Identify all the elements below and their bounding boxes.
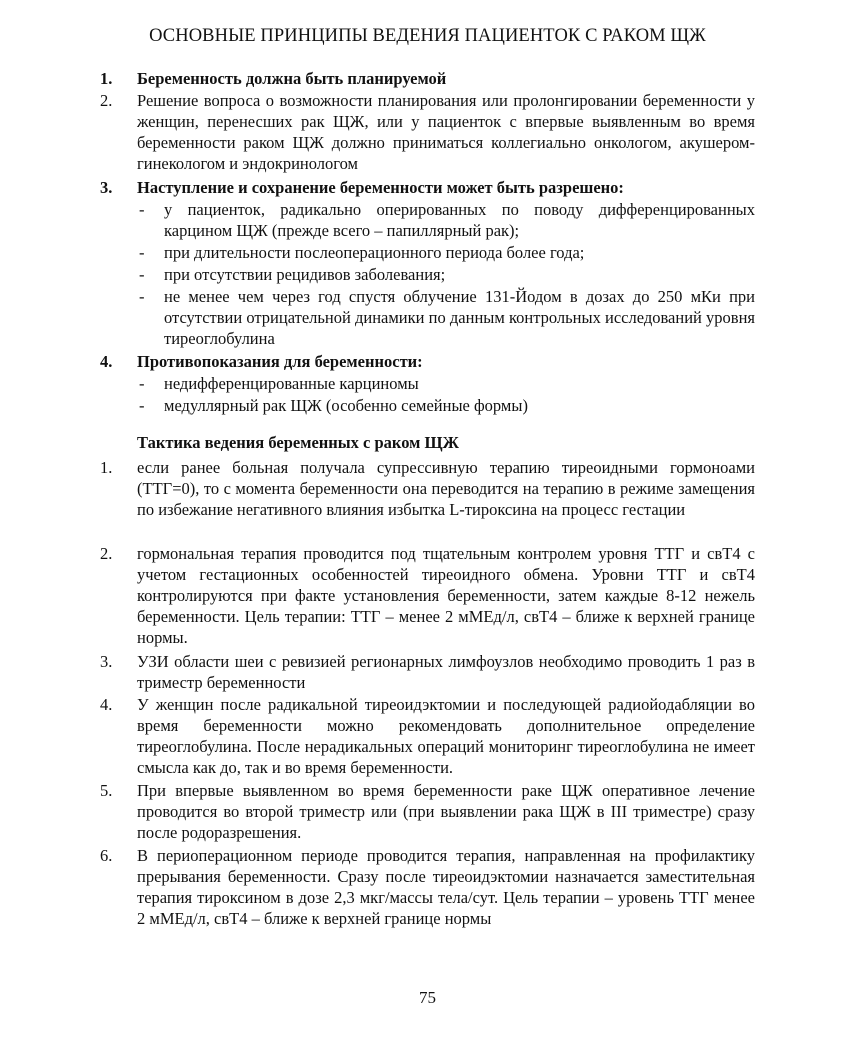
bullet-text: медуллярный рак ЩЖ (особенно семейные формы): [164, 396, 528, 415]
tactics-text: У женщин после радикальной тиреоидэктомии и последующей радиойодабляции во время беременности можно рекомендовать дополнительное определение тиреоглобулина. После нерадикальных операций мониторинг тиреоглобулина не имеет смысла как до, так и во время беременности.: [137, 695, 755, 777]
principle-text: Противопоказания для беременности:: [137, 352, 423, 371]
bullet-dash: -: [139, 265, 145, 284]
bullet-text: недифференцированные карциномы: [164, 374, 419, 393]
principle-number: 4.: [100, 352, 113, 371]
principle-text: Беременность должна быть планируемой: [137, 69, 447, 88]
page-number: 75: [419, 988, 436, 1007]
bullet-dash: -: [139, 396, 145, 415]
page-title: ОСНОВНЫЕ ПРИНЦИПЫ ВЕДЕНИЯ ПАЦИЕНТОК С РАКОМ ЩЖ: [149, 26, 706, 46]
tactics-number: 5.: [100, 781, 113, 800]
tactics-text: если ранее больная получала супрессивную терапию тиреоидными гормоноами (ТТГ=0), то с момента беременности она переводится на терапию в режиме замещения по избежание негативного влияния избытка L-тироксина на процесс гестации: [137, 458, 755, 519]
tactics-text: При впервые выявленном во время беременности раке ЩЖ оперативное лечение проводится во второй триместр или (при выявлении рака ЩЖ в III триместре) сразу после родоразрешения.: [137, 781, 755, 842]
principle-number: 2.: [100, 91, 113, 110]
bullet-text: у пациенток, радикально оперированных по поводу дифференцированных карцином ЩЖ (прежде всего – папиллярный рак);: [164, 200, 755, 240]
tactics-text: УЗИ области шеи с ревизией регионарных лимфоузлов необходимо проводить 1 раз в триместр беременности: [137, 652, 755, 692]
principle-number: 1.: [100, 69, 113, 88]
bullet-dash: -: [139, 374, 145, 393]
bullet-dash: -: [139, 200, 145, 219]
principle-number: 3.: [100, 178, 113, 197]
bullet-text: при длительности послеоперационного периода более года;: [164, 243, 585, 262]
tactics-text: В периоперационном периоде проводится терапия, направленная на профилактику прерывания беременности. Сразу после тиреоидэктомии назначается заместительная терапия тироксином в дозе 2,3 мкг/массы тела/сут. Цель терапии – уровень ТТГ менее 2 мМЕд/л, свТ4 – ближе к верхней границе нормы: [137, 846, 755, 928]
bullet-dash: -: [139, 287, 145, 306]
tactics-number: 3.: [100, 652, 113, 671]
tactics-number: 2.: [100, 544, 113, 563]
bullet-text: не менее чем через год спустя облучение 131-Йодом в дозах до 250 мКи при отсутствии отрицательной динамики по данным контрольных исследований уровня тиреоглобулина: [164, 287, 755, 348]
principle-text: Наступление и сохранение беременности может быть разрешено:: [137, 178, 624, 197]
tactics-number: 6.: [100, 846, 113, 865]
bullet-dash: -: [139, 243, 145, 262]
tactics-number: 4.: [100, 695, 113, 714]
tactics-text: гормональная терапия проводится под тщательным контролем уровня ТТГ и свТ4 с учетом гестационных особенностей тиреоидного обмена. Уровни ТТГ и свТ4 контролируются при факте установления беременности, затем каждые 8-12 нежель беременности. Цель терапии: ТТГ – менее 2 мМЕд/л, свТ4 – ближе к верхней границе нормы.: [137, 544, 755, 647]
tactics-number: 1.: [100, 458, 113, 477]
tactics-heading: Тактика ведения беременных с раком ЩЖ: [137, 433, 459, 452]
bullet-text: при отсутствии рецидивов заболевания;: [164, 265, 446, 284]
principle-text: Решение вопроса о возможности планирования или пролонгировании беременности у женщин, перенесших рак ЩЖ, или у пациенток с впервые выявленным во время беременности раком ЩЖ должно приниматься коллегиально онкологом, акушером-гинекологом и эндокринологом: [137, 91, 755, 173]
